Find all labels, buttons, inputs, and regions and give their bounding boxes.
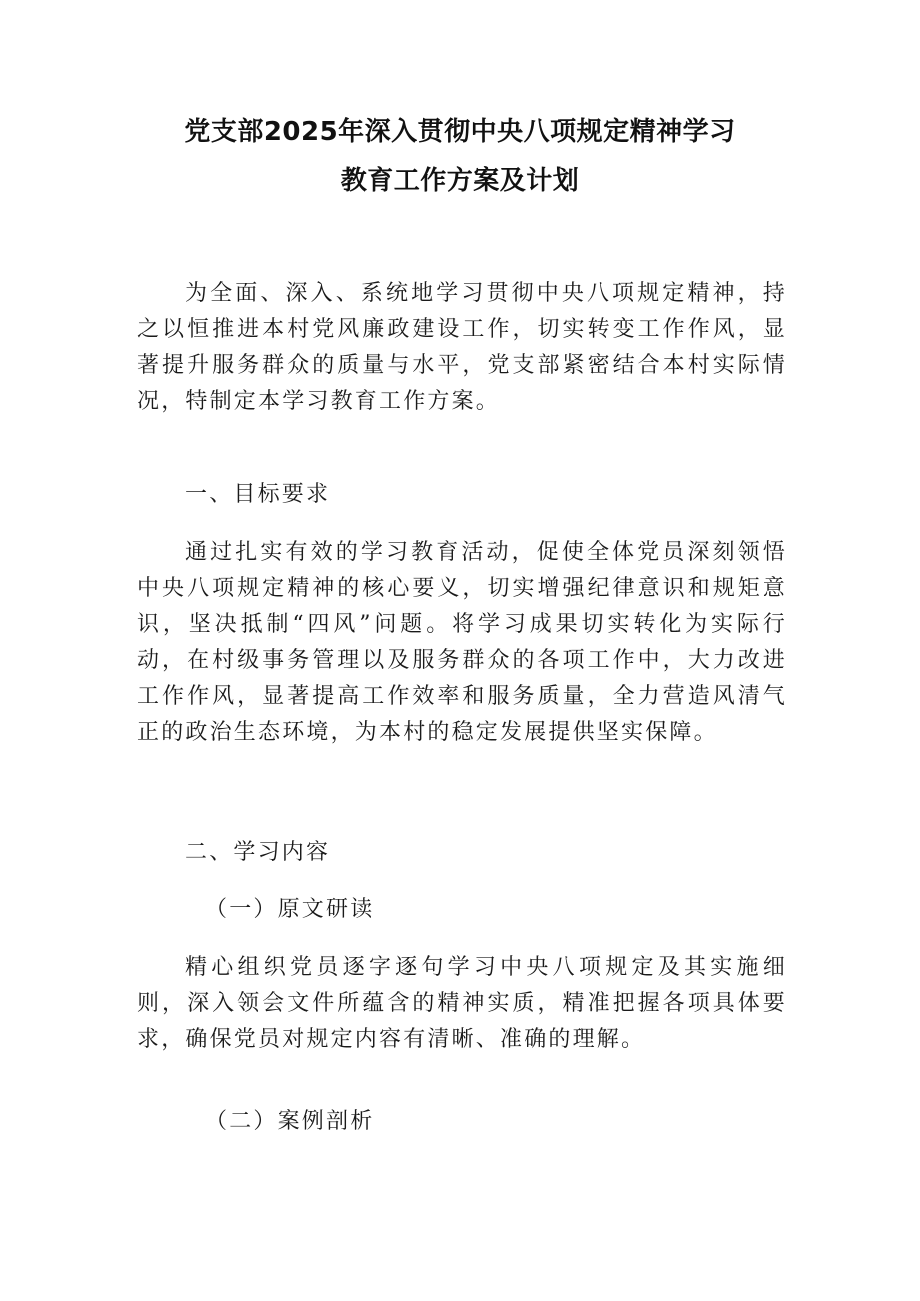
subsection-2-block xyxy=(137,1104,787,1140)
section-1-text-block xyxy=(137,535,787,751)
subsection-1-paragraph: 精心组织党员逐字逐句学习中央八项规定及其实施细则，深入领会文件所蕴含的精神实质，精准把握各项具体要求，确保党员对规定内容有清晰、准确的理解。 xyxy=(137,955,787,1052)
subsection-1-text-block xyxy=(137,950,787,1058)
section-2-block xyxy=(137,835,787,871)
intro-paragraph: 为全面、深入、系统地学习贯彻中央八项规定精神，持之以恒推进本村党风廉政建设工作，切实转变工作作风，显著提升服务群众的质量与水平，党支部紧密结合本村实际情况，特制定本学习教育工作方案。 xyxy=(137,281,787,414)
subsection-1-block xyxy=(137,892,787,928)
section-1-block xyxy=(137,477,787,513)
document-title-line-2: 教育工作方案及计划 xyxy=(340,166,580,196)
section-2-heading: 二、学习内容 xyxy=(185,840,331,865)
intro-block xyxy=(137,276,787,420)
section-1-heading: 一、目标要求 xyxy=(185,482,331,507)
subsection-1-heading: （一）原文研读 xyxy=(205,897,375,922)
document-title-line-1: 党支部2025年深入贯彻中央八项规定精神学习 xyxy=(184,117,736,147)
section-1-paragraph: 通过扎实有效的学习教育活动，促使全体党员深刻领悟中央八项规定精神的核心要义，切实增强纪律意识和规矩意识，坚决抵制“四风”问题。将学习成果切实转化为实际行动，在村级事务管理以及服务群众的各项工作中，大力改进工作作风，显著提高工作效率和服务质量，全力营造风清气正的政治生态环境，为本村的稳定发展提供坚实保障。 xyxy=(137,540,787,745)
subsection-2-heading: （二）案例剖析 xyxy=(205,1109,375,1134)
